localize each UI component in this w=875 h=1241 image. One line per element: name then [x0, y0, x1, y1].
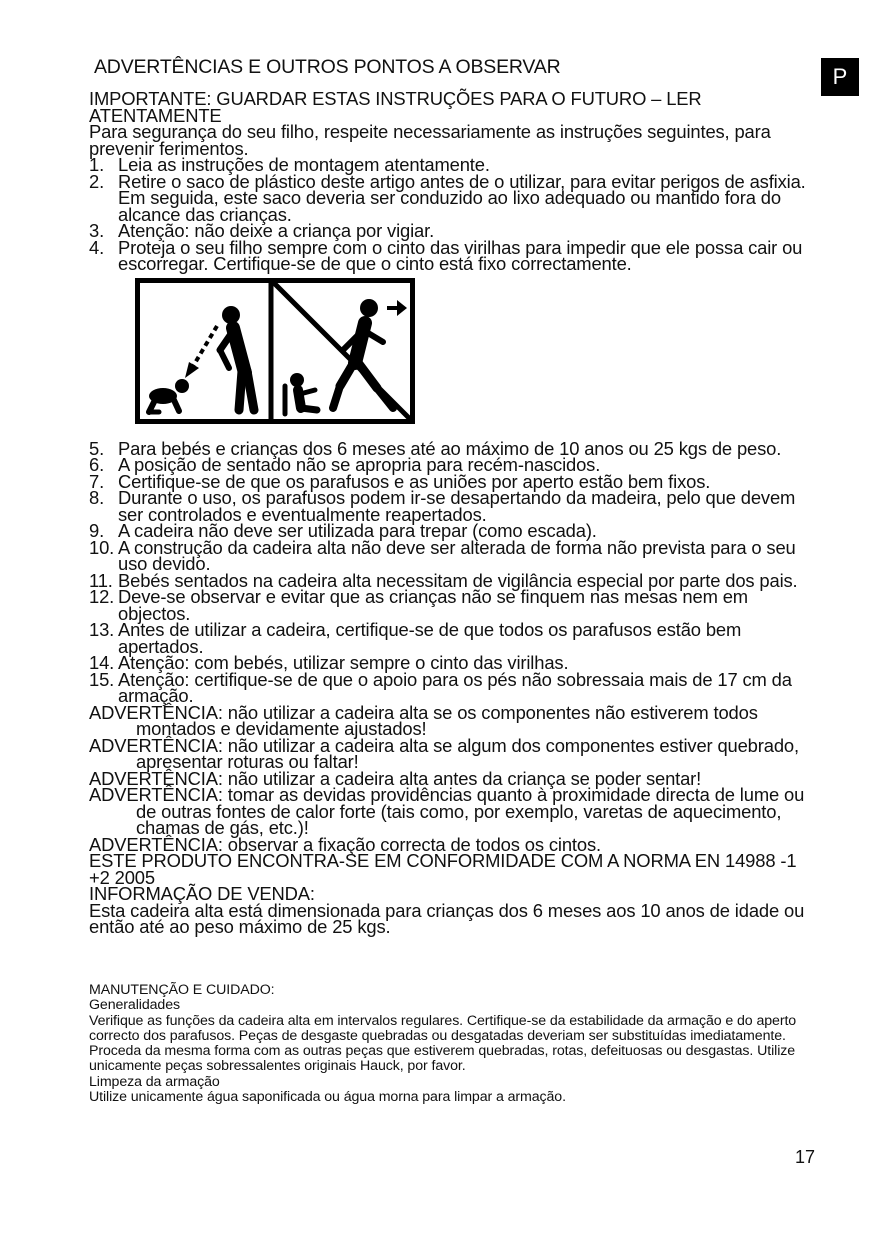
- list-item: 5. Para bebés e crianças dos 6 meses até ao máximo de 10 anos ou 25 kgs de peso.: [89, 437, 782, 459]
- page-title: ADVERTÊNCIAS E OUTROS PONTOS A OBSERVAR: [94, 56, 561, 78]
- list-item: 2. Retire o saco de plástico deste artigo antes de o utilizar, para evitar perigos de asfixia. Em seguida, este saco deveria ser conduzido ao lixo adequado ou mantido fora do alcance das crianças.: [89, 170, 806, 225]
- conformity-statement: ESTE PRODUTO ENCONTRA-SE EM CONFORMIDADE COM A NORMA EN 14988 -1 +2 2005: [89, 850, 797, 888]
- crawling-baby-icon: [149, 379, 189, 412]
- list-item: 4. Proteja o seu filho sempre com o cinto das virilhas para impedir que ele possa cair ou escorregar. Certifique-se de que o cinto está fixo correctamente.: [89, 236, 803, 274]
- language-badge: P: [821, 58, 859, 96]
- cleaning-heading: Limpeza da armação: [89, 1073, 220, 1090]
- list-item: 11. Bebés sentados na cadeira alta necessitam de vigilância especial por parte dos pais.: [89, 569, 798, 591]
- gaze-arrow-head: [185, 362, 199, 378]
- warning-item: ADVERTÊNCIA: não utilizar a cadeira alta antes da criança se poder sentar!: [89, 767, 702, 789]
- list-item: 14. Atenção: com bebés, utilizar sempre o cinto das virilhas.: [89, 652, 569, 673]
- list-item: 8. Durante o uso, os parafusos podem ir-se desapertando da madeira, pelo que devem ser controlados e eventualmente reapertados.: [89, 487, 796, 525]
- instruction-list-a: [89, 154, 815, 274]
- maintenance-section: [89, 983, 813, 1105]
- list-item: 15. Atenção: certifique-se de que o apoio para os pés não sobressaia mais de 17 cm da armação.: [89, 668, 792, 706]
- warning-pictogram: [89, 278, 815, 432]
- list-item: 12. Deve-se observar e evitar que as crianças não se finquem nas mesas nem em objectos.: [89, 586, 748, 624]
- general-text: Verifique as funções da cadeira alta em intervalos regulares. Certifique-se da estabilidade da armação e do aperto correcto dos parafusos. Peças de desgaste quebradas ou desgatadas deveriam ser substituídas imediatamente. Proceda da mesma forma com as outras peças que estiverem quebradas, rotas, defeituosas ou desgastas. Utilize unicamente peças sobressalentes originais Hauck, por favor.: [89, 1012, 797, 1075]
- warning-item: ADVERTÊNCIA: não utilizar a cadeira alta se os componentes não estiverem todos montados e devidamente ajustados!: [89, 701, 758, 739]
- warning-item: ADVERTÊNCIA: observar a fixação correcta de todos os cintos.: [89, 833, 601, 855]
- unattended-child-pictogram: [135, 278, 415, 424]
- list-item: 3. Atenção: não deixe a criança por vigiar.: [89, 220, 435, 241]
- maintenance-heading: MANUTENÇÃO E CUIDADO:: [89, 982, 275, 998]
- main-content: [89, 88, 815, 937]
- sale-info-heading: INFORMAÇÃO DE VENDA:: [89, 883, 315, 904]
- seated-baby-icon: [285, 373, 317, 414]
- warning-item: ADVERTÊNCIA: não utilizar a cadeira alta se algum dos componentes estiver quebrado, apresentar roturas ou faltar!: [89, 734, 799, 772]
- page-number: 17: [795, 1147, 816, 1167]
- gaze-arrow-line: [192, 326, 217, 368]
- list-item: 1. Leia as instruções de montagem atentamente.: [89, 154, 490, 175]
- general-heading: Generalidades: [89, 997, 180, 1014]
- list-item: 10. A construção da cadeira alta não deve ser alterada de forma não prevista para o seu uso devido.: [89, 536, 796, 574]
- important-notice: IMPORTANTE: GUARDAR ESTAS INSTRUÇÕES PARA O FUTURO – LER ATENTAMENTE: [89, 88, 702, 126]
- instruction-list-b: [89, 437, 815, 706]
- adult-watching-icon: [220, 306, 254, 410]
- intro-paragraph: Para segurança do seu filho, respeite necessariamente as instruções seguintes, para prevenir ferimentos.: [89, 121, 771, 159]
- warnings-list: [89, 701, 815, 855]
- list-item: 7. Certifique-se de que os parafusos e as uniões por aperto estão bem fixos.: [89, 470, 711, 492]
- list-item: 9. A cadeira não deve ser utilizada para trepar (como escada).: [89, 520, 597, 541]
- leaving-arrow-head: [397, 300, 407, 316]
- cleaning-text: Utilize unicamente água saponificada ou água morna para limpar a armação.: [89, 1089, 566, 1106]
- list-item: 6. A posição de sentado não se apropria para recém-nascidos.: [89, 454, 601, 475]
- list-item: 13. Antes de utilizar a cadeira, certifique-se de que todos os parafusos estão bem apertados.: [89, 619, 742, 657]
- sale-info-text: Esta cadeira alta está dimensionada para crianças dos 6 meses aos 10 anos de idade ou então até ao peso máximo de 25 kgs.: [89, 899, 805, 937]
- warning-item: ADVERTÊNCIA: tomar as devidas providências quanto à proximidade directa de lume ou de outras fontes de calor forte (tais como, por exemplo, varetas de aquecimento, chamas de gás, etc.)!: [89, 784, 805, 838]
